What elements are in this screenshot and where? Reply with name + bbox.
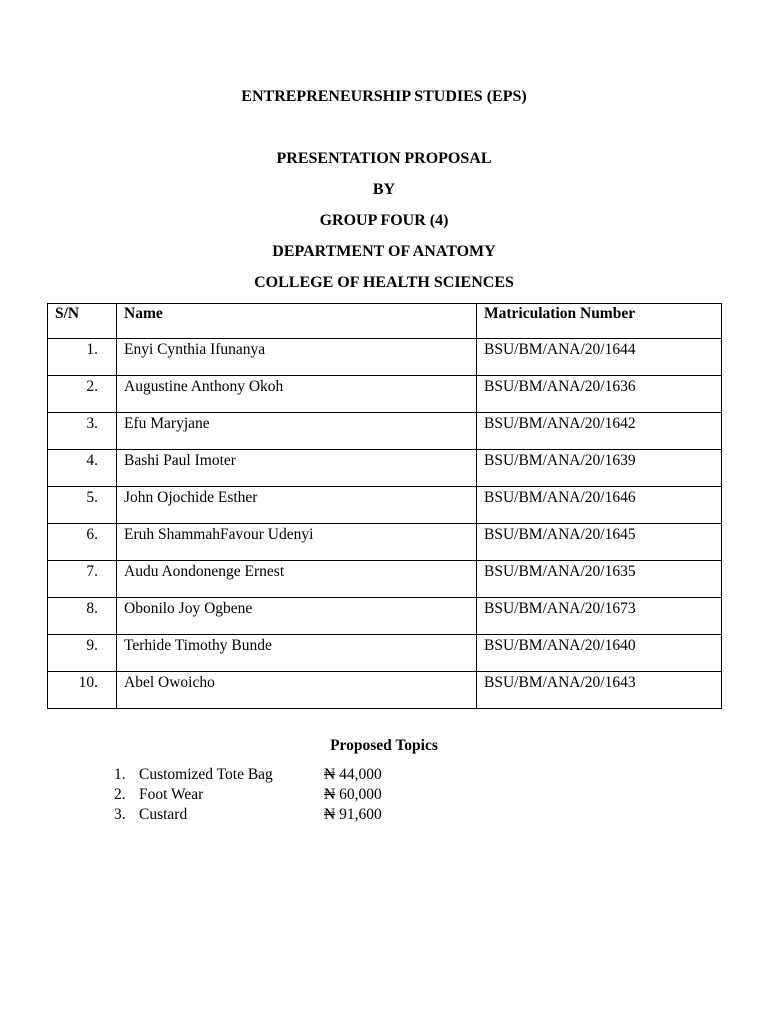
proposal-title: PRESENTATION PROPOSAL — [276, 150, 492, 167]
proposed-topics-title: Proposed Topics — [330, 737, 438, 754]
college-name: COLLEGE OF HEALTH SCIENCES — [254, 274, 514, 291]
row-sn: 3. — [48, 413, 117, 450]
row-sn: 8. — [48, 598, 117, 635]
list-item — [114, 785, 382, 805]
row-matric: BSU/BM/ANA/20/1645 — [477, 524, 722, 561]
row-name: Terhide Timothy Bunde — [117, 635, 477, 672]
topic-number: 2. — [114, 786, 126, 803]
list-item — [114, 805, 382, 825]
row-sn: 10. — [48, 672, 117, 709]
row-name: Bashi Paul Imoter — [117, 450, 477, 487]
row-name: Eruh ShammahFavour Udenyi — [117, 524, 477, 561]
row-sn: 1. — [48, 339, 117, 376]
row-name: Abel Owoicho — [117, 672, 477, 709]
topic-number: 3. — [114, 806, 126, 823]
row-name: Obonilo Joy Ogbene — [117, 598, 477, 635]
table-header-row — [48, 304, 722, 339]
column-header-sn: S/N — [48, 304, 117, 339]
row-sn: 2. — [48, 376, 117, 413]
table-row — [48, 635, 722, 672]
table-row — [48, 487, 722, 524]
topic-number: 1. — [114, 766, 126, 783]
table-row — [48, 598, 722, 635]
naira-sign: ₦ — [324, 806, 336, 823]
row-matric: BSU/BM/ANA/20/1646 — [477, 487, 722, 524]
row-sn: 7. — [48, 561, 117, 598]
row-matric: BSU/BM/ANA/20/1673 — [477, 598, 722, 635]
topic-amount: 44,000 — [339, 766, 382, 783]
table-row — [48, 450, 722, 487]
list-item — [114, 765, 382, 785]
row-matric: BSU/BM/ANA/20/1644 — [477, 339, 722, 376]
row-name: Augustine Anthony Okoh — [117, 376, 477, 413]
table-row — [48, 561, 722, 598]
topic-amount: 91,600 — [339, 806, 382, 823]
row-matric: BSU/BM/ANA/20/1639 — [477, 450, 722, 487]
row-name: John Ojochide Esther — [117, 487, 477, 524]
topic-label: Customized Tote Bag — [139, 766, 273, 783]
row-matric: BSU/BM/ANA/20/1643 — [477, 672, 722, 709]
topic-amount: 60,000 — [339, 786, 382, 803]
table-row — [48, 672, 722, 709]
row-sn: 9. — [48, 635, 117, 672]
table-row — [48, 524, 722, 561]
topic-price — [324, 785, 382, 805]
column-header-name: Name — [117, 304, 477, 339]
topic-price — [324, 805, 382, 825]
row-sn: 5. — [48, 487, 117, 524]
table-row — [48, 339, 722, 376]
row-matric: BSU/BM/ANA/20/1636 — [477, 376, 722, 413]
by-label: BY — [372, 181, 396, 198]
department-name: DEPARTMENT OF ANATOMY — [272, 243, 496, 260]
topic-label: Foot Wear — [139, 786, 204, 803]
row-name: Enyi Cynthia Ifunanya — [117, 339, 477, 376]
naira-sign: ₦ — [324, 766, 336, 783]
naira-sign: ₦ — [324, 786, 336, 803]
table-row — [48, 413, 722, 450]
row-sn: 6. — [48, 524, 117, 561]
column-header-matric: Matriculation Number — [477, 304, 722, 339]
row-name: Audu Aondonenge Ernest — [117, 561, 477, 598]
topic-price — [324, 765, 382, 785]
topic-label: Custard — [139, 806, 188, 823]
row-matric: BSU/BM/ANA/20/1642 — [477, 413, 722, 450]
row-matric: BSU/BM/ANA/20/1635 — [477, 561, 722, 598]
row-name: Efu Maryjane — [117, 413, 477, 450]
table-row — [48, 376, 722, 413]
group-name: GROUP FOUR (4) — [319, 212, 449, 229]
members-table — [47, 303, 722, 709]
row-matric: BSU/BM/ANA/20/1640 — [477, 635, 722, 672]
row-sn: 4. — [48, 450, 117, 487]
course-title: ENTREPRENEURSHIP STUDIES (EPS) — [241, 88, 527, 105]
